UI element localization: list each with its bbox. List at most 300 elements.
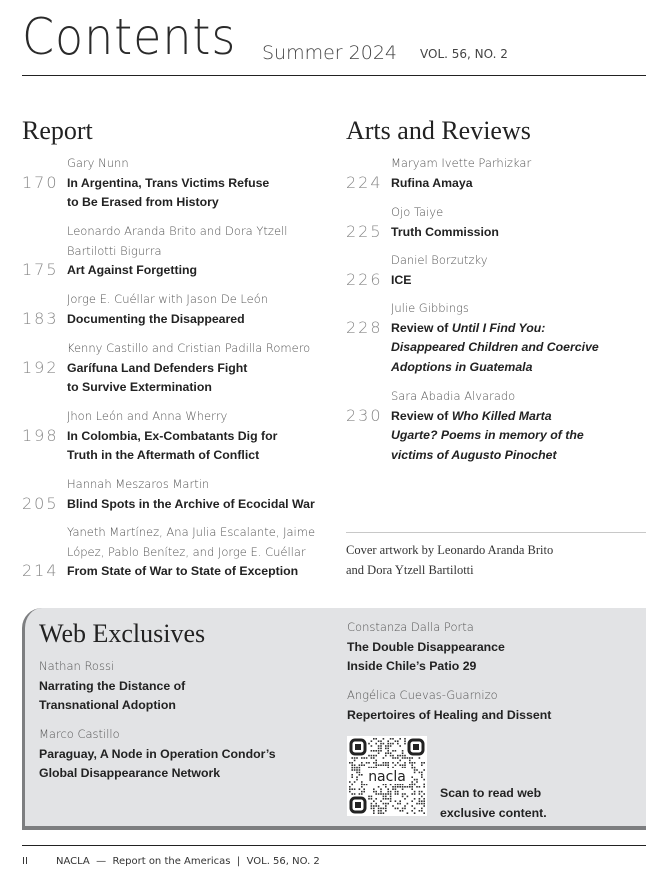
qr-module <box>385 810 387 812</box>
qr-module <box>404 738 406 740</box>
toc-entry[interactable] <box>346 299 606 377</box>
qr-module <box>383 808 385 810</box>
qr-module <box>375 738 377 740</box>
qr-module <box>419 803 421 805</box>
qr-module <box>419 798 421 800</box>
toc-entry[interactable] <box>22 222 337 281</box>
qr-module <box>371 755 373 757</box>
qr-module <box>375 805 377 807</box>
entry-page-number: 192 <box>22 357 59 377</box>
qr-module <box>423 769 425 771</box>
cover-credit-divider <box>346 532 646 533</box>
qr-module <box>392 755 394 757</box>
qr-module <box>387 748 389 750</box>
entry-page-number: 226 <box>346 269 383 289</box>
toc-entry[interactable] <box>22 523 317 582</box>
qr-module <box>419 772 421 774</box>
qr-module <box>411 786 413 788</box>
qr-module <box>402 750 404 752</box>
qr-module <box>390 745 392 747</box>
qr-module <box>421 791 423 793</box>
qr-module <box>421 776 423 778</box>
entry-page-number: 225 <box>346 221 383 241</box>
entry-title-line: From State of War to State of Exception <box>67 564 299 578</box>
qr-logo-text: nacla <box>368 769 406 785</box>
qr-module <box>411 764 413 766</box>
qr-module <box>399 803 401 805</box>
qr-module <box>404 808 406 810</box>
qr-module <box>402 755 404 757</box>
qr-module <box>378 786 380 788</box>
entry-title: ICE <box>391 272 412 287</box>
qr-module <box>354 764 356 766</box>
qr-module <box>411 805 413 807</box>
item-title-line: Paraguay, A Node in Operation Condor’s <box>39 746 276 761</box>
entry-author: Julie Gibbings <box>391 301 469 315</box>
qr-module <box>387 762 389 764</box>
qr-module <box>361 781 363 783</box>
qr-module <box>387 791 389 793</box>
qr-module <box>385 748 387 750</box>
toc-entry[interactable] <box>346 251 650 290</box>
qr-module <box>351 769 353 771</box>
toc-entry[interactable] <box>346 154 650 193</box>
page-title: Contents <box>22 8 237 66</box>
page-header <box>22 8 508 66</box>
entry-title-line: Art Against Forgetting <box>67 263 198 277</box>
cover-credit-line: and Dora Ytzell Bartilotti <box>346 562 474 577</box>
qr-module <box>356 776 358 778</box>
qr-module <box>421 764 423 766</box>
qr-module <box>397 786 399 788</box>
qr-module <box>363 791 365 793</box>
qr-module <box>371 796 373 798</box>
qr-module <box>371 808 373 810</box>
web-exclusives-panel <box>22 608 646 830</box>
qr-module <box>397 743 399 745</box>
qr-module <box>402 796 404 798</box>
entry-title-work: Who Killed Marta Ugarte? Poems in memory of the victims of Augusto Pinochet <box>391 408 584 462</box>
entry-title-line: Documenting the Disappeared <box>67 311 245 326</box>
qr-module <box>380 791 382 793</box>
toc-entry[interactable] <box>22 290 357 329</box>
qr-module <box>397 791 399 793</box>
qr-module <box>414 812 416 814</box>
entry-author: Gary Nunn <box>67 156 129 170</box>
qr-module <box>383 793 385 795</box>
qr-module <box>351 757 353 759</box>
qr-module <box>385 752 387 754</box>
qr-module <box>392 788 394 790</box>
qr-module <box>402 764 404 766</box>
qr-module <box>399 786 401 788</box>
qr-module <box>380 764 382 766</box>
item-title-line: Inside Chile’s Patio 29 <box>347 659 477 673</box>
footer-running-head: NACLA — Report on the Americas | VOL. 56, NO. 2 <box>56 856 320 867</box>
qr-module <box>385 793 387 795</box>
qr-module <box>416 769 418 771</box>
qr-module <box>404 743 406 745</box>
qr-module <box>407 757 409 759</box>
qr-module <box>411 776 413 778</box>
qr-module <box>423 798 425 800</box>
qr-module <box>390 793 392 795</box>
qr-module <box>359 772 361 774</box>
qr-module <box>397 793 399 795</box>
header-divider <box>22 75 646 76</box>
qr-module <box>423 762 425 764</box>
entry-page-number: 170 <box>22 172 59 192</box>
toc-entry[interactable] <box>346 387 591 465</box>
qr-module <box>402 808 404 810</box>
qr-module <box>383 762 385 764</box>
qr-module <box>375 750 377 752</box>
qr-module <box>409 786 411 788</box>
web-exclusive-item[interactable] <box>347 618 637 677</box>
qr-module <box>390 743 392 745</box>
entry-title: Rufina Amaya <box>391 175 473 190</box>
qr-module <box>351 788 353 790</box>
toc-entry[interactable] <box>22 407 357 466</box>
qr-module <box>414 779 416 781</box>
toc-entry[interactable] <box>22 154 357 213</box>
qr-module <box>378 810 380 812</box>
qr-module <box>414 762 416 764</box>
qr-module <box>380 793 382 795</box>
qr-module <box>375 762 377 764</box>
qr-module <box>385 755 387 757</box>
qr-module <box>375 798 377 800</box>
qr-module <box>404 793 406 795</box>
qr-module <box>395 757 397 759</box>
qr-module <box>399 764 401 766</box>
qr-module <box>371 750 373 752</box>
qr-module <box>395 808 397 810</box>
qr-module <box>356 757 358 759</box>
qr-module <box>378 808 380 810</box>
qr-module <box>354 769 356 771</box>
qr-module <box>411 762 413 764</box>
qr-module <box>368 755 370 757</box>
qr-module <box>407 812 409 814</box>
web-exclusive-item[interactable] <box>39 725 329 784</box>
entry-title-line: Truth in the Aftermath of Conflict <box>67 448 260 462</box>
qr-module <box>383 798 385 800</box>
qr-module <box>371 798 373 800</box>
qr-module <box>411 800 413 802</box>
qr-module <box>399 760 401 762</box>
qr-module <box>409 762 411 764</box>
qr-module <box>390 798 392 800</box>
scan-line: Scan to read web <box>440 786 542 800</box>
qr-module <box>416 786 418 788</box>
qr-module <box>414 769 416 771</box>
qr-module <box>385 805 387 807</box>
qr-module <box>397 803 399 805</box>
item-title-line: Global Disappearance Network <box>39 766 221 780</box>
qr-code-graphic <box>347 736 427 816</box>
qr-module <box>402 757 404 759</box>
qr-module <box>414 793 416 795</box>
qr-module <box>423 805 425 807</box>
arts-reviews-heading: Arts and Reviews <box>346 116 531 145</box>
entry-page-number: 205 <box>22 493 59 513</box>
toc-entry[interactable] <box>22 339 357 398</box>
qr-module <box>404 798 406 800</box>
qr-module <box>419 786 421 788</box>
report-heading: Report <box>22 116 93 145</box>
qr-module <box>419 810 421 812</box>
qr-module <box>411 788 413 790</box>
qr-module <box>361 791 363 793</box>
qr-module <box>421 774 423 776</box>
qr-module <box>411 793 413 795</box>
entry-page-number: 183 <box>22 308 59 328</box>
qr-module <box>373 805 375 807</box>
qr-module <box>361 793 363 795</box>
qr-module <box>378 764 380 766</box>
qr-module <box>385 762 387 764</box>
qr-module <box>392 762 394 764</box>
qr-module <box>395 764 397 766</box>
qr-module <box>354 767 356 769</box>
qr-module <box>383 743 385 745</box>
qr-module <box>385 803 387 805</box>
entry-author: Ojo Taiye <box>391 205 444 219</box>
qr-module <box>385 764 387 766</box>
qr-module <box>356 769 358 771</box>
qr-module <box>404 740 406 742</box>
qr-module <box>380 810 382 812</box>
qr-module <box>421 808 423 810</box>
qr-module <box>361 757 363 759</box>
page-folio: II <box>22 856 28 867</box>
entry-page-number: 198 <box>22 425 59 445</box>
qr-module <box>387 743 389 745</box>
qr-module <box>399 800 401 802</box>
qr-module <box>421 772 423 774</box>
entry-author: Jhon León and Anna Wherry <box>67 409 228 423</box>
entry-title-work: Until I Find You: Disappeared Children and Coercive Adoptions in Guatemala <box>391 320 599 374</box>
qr-module <box>349 781 351 783</box>
qr-module <box>387 740 389 742</box>
qr-module <box>351 762 353 764</box>
qr-module <box>359 793 361 795</box>
cover-credit <box>346 541 553 580</box>
qr-module <box>397 808 399 810</box>
entry-title-prefix: Review of <box>391 408 452 423</box>
qr-module <box>421 810 423 812</box>
entry-title-line: to Be Erased from History <box>67 195 219 209</box>
qr-module <box>351 764 353 766</box>
qr-module <box>416 803 418 805</box>
qr-module <box>373 800 375 802</box>
qr-module <box>361 786 363 788</box>
entry-title-line: Blind Spots in the Archive of Ecocidal War <box>67 496 315 511</box>
item-author: Constanza Dalla Porta <box>347 620 474 634</box>
qr-module <box>349 791 351 793</box>
qr-module <box>383 812 385 814</box>
qr-module <box>380 750 382 752</box>
qr-module <box>395 788 397 790</box>
qr-module <box>383 764 385 766</box>
qr-module <box>423 779 425 781</box>
qr-module <box>390 796 392 798</box>
qr-module <box>380 745 382 747</box>
qr-module <box>397 757 399 759</box>
qr-module <box>419 793 421 795</box>
qr-module <box>363 788 365 790</box>
qr-module <box>371 745 373 747</box>
qr-module <box>414 798 416 800</box>
qr-module <box>373 808 375 810</box>
toc-entry[interactable] <box>22 475 357 514</box>
qr-module <box>387 750 389 752</box>
qr-module <box>416 779 418 781</box>
qr-module <box>380 812 382 814</box>
qr-module <box>378 793 380 795</box>
qr-module <box>373 812 375 814</box>
qr-module <box>414 784 416 786</box>
qr-module <box>392 743 394 745</box>
qr-module <box>359 764 361 766</box>
qr-module <box>395 740 397 742</box>
qr-module <box>371 757 373 759</box>
scan-instructions <box>440 784 547 823</box>
qr-module <box>363 757 365 759</box>
qr-module <box>378 805 380 807</box>
item-author: Marco Castillo <box>39 727 120 741</box>
qr-module <box>404 757 406 759</box>
qr-code[interactable] <box>347 736 427 816</box>
qr-module <box>354 781 356 783</box>
qr-module <box>378 812 380 814</box>
qr-module <box>373 755 375 757</box>
qr-module <box>421 762 423 764</box>
scan-line: exclusive content. <box>440 805 547 820</box>
qr-module <box>373 750 375 752</box>
qr-module <box>421 796 423 798</box>
qr-module <box>409 757 411 759</box>
qr-module <box>359 767 361 769</box>
qr-module <box>395 800 397 802</box>
qr-module <box>397 755 399 757</box>
qr-module <box>378 752 380 754</box>
qr-module <box>361 762 363 764</box>
web-exclusive-item[interactable] <box>347 686 637 725</box>
qr-module <box>373 788 375 790</box>
qr-module <box>423 812 425 814</box>
qr-module <box>390 755 392 757</box>
qr-module <box>407 796 409 798</box>
qr-module <box>351 774 353 776</box>
qr-module <box>390 752 392 754</box>
qr-module <box>375 743 377 745</box>
qr-module <box>402 786 404 788</box>
qr-module <box>385 745 387 747</box>
qr-module <box>385 798 387 800</box>
qr-module <box>378 745 380 747</box>
qr-module <box>363 764 365 766</box>
qr-module <box>349 788 351 790</box>
qr-module <box>392 757 394 759</box>
item-author: Angélica Cuevas-Guarnizo <box>347 688 498 702</box>
qr-module <box>380 808 382 810</box>
qr-module <box>359 769 361 771</box>
qr-module <box>414 767 416 769</box>
qr-module <box>368 762 370 764</box>
qr-module <box>395 791 397 793</box>
qr-module <box>411 810 413 812</box>
qr-module <box>387 764 389 766</box>
qr-module <box>373 738 375 740</box>
qr-module <box>380 800 382 802</box>
qr-module <box>356 767 358 769</box>
qr-module <box>383 803 385 805</box>
qr-module <box>354 788 356 790</box>
qr-module <box>387 793 389 795</box>
qr-module <box>414 791 416 793</box>
entry-page-number: 214 <box>22 561 59 580</box>
entry-title-line: In Argentina, Trans Victims Refuse <box>67 175 270 190</box>
entry-author: Daniel Borzutzky <box>391 253 488 267</box>
cover-credit-line: Cover artwork by Leonardo Aranda Brito <box>346 543 554 557</box>
qr-module <box>387 752 389 754</box>
qr-module <box>414 772 416 774</box>
qr-module <box>421 803 423 805</box>
entry-title-prefix: Review of <box>391 320 452 335</box>
footer-divider <box>22 845 646 846</box>
qr-module <box>375 791 377 793</box>
qr-module <box>371 803 373 805</box>
qr-module <box>356 772 358 774</box>
qr-module <box>368 798 370 800</box>
qr-module <box>361 784 363 786</box>
qr-module <box>411 781 413 783</box>
qr-module <box>371 805 373 807</box>
entry-title: Truth Commission <box>391 224 499 239</box>
qr-module <box>423 793 425 795</box>
qr-module <box>385 808 387 810</box>
qr-module <box>399 738 401 740</box>
entry-author: Leonardo Aranda Brito and Dora Ytzell Bartilotti Bigurra <box>67 224 288 258</box>
qr-module <box>380 788 382 790</box>
page-footer <box>22 856 320 867</box>
qr-module <box>411 767 413 769</box>
qr-module <box>351 767 353 769</box>
toc-entry[interactable] <box>346 203 650 242</box>
qr-module <box>402 788 404 790</box>
entry-author: Yaneth Martínez, Ana Julia Escalante, Jaime López, Pablo Benítez, and Jorge E. Cuéllar <box>67 525 316 559</box>
qr-module <box>399 755 401 757</box>
entry-author: Kenny Castillo and Cristian Padilla Romero <box>67 341 311 355</box>
qr-module <box>404 764 406 766</box>
issue-season: Summer 2024 <box>262 42 398 64</box>
qr-module <box>392 786 394 788</box>
entry-page-number: 228 <box>346 317 383 337</box>
qr-module <box>361 774 363 776</box>
qr-module <box>368 743 370 745</box>
qr-module <box>387 803 389 805</box>
qr-module <box>375 793 377 795</box>
qr-module <box>373 791 375 793</box>
qr-module <box>395 793 397 795</box>
qr-module <box>387 788 389 790</box>
web-exclusive-item[interactable] <box>39 657 329 716</box>
qr-module <box>404 762 406 764</box>
qr-module <box>351 776 353 778</box>
qr-module <box>380 740 382 742</box>
